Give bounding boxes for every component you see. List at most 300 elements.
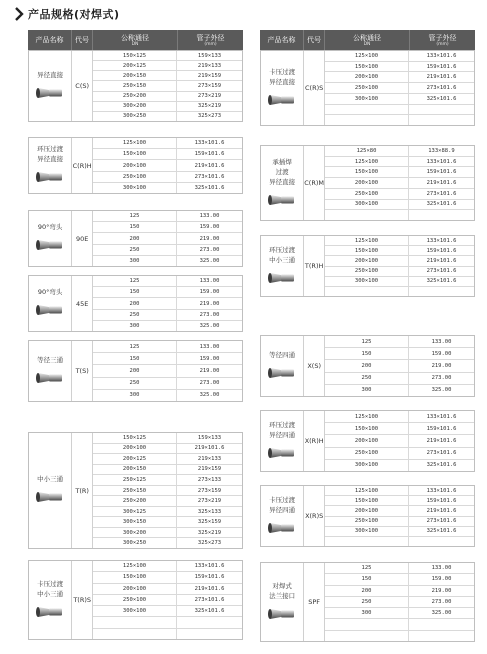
header-name-label: 产品名称 bbox=[267, 36, 296, 44]
nominal-diameter: 125×100 bbox=[93, 138, 177, 148]
press-reducer-icon bbox=[267, 90, 297, 110]
product-name: 异径直接 bbox=[37, 155, 64, 163]
spec-rows bbox=[93, 276, 242, 331]
outer-diameter: 273×101.6 bbox=[426, 518, 457, 525]
product-group bbox=[260, 562, 475, 642]
outer-diameter: 325×219 bbox=[197, 529, 222, 536]
outer-diameter: 273×101.6 bbox=[426, 450, 457, 457]
elbow-45-icon bbox=[35, 300, 65, 320]
header-dn bbox=[93, 30, 178, 50]
product-code: SPF bbox=[304, 563, 325, 641]
nominal-diameter: 300 bbox=[93, 390, 177, 401]
outer-diameter: 273.00 bbox=[199, 380, 220, 387]
header-od-label: 管子外径 bbox=[196, 33, 225, 42]
table-row bbox=[93, 606, 242, 617]
table-row bbox=[93, 233, 242, 244]
product-name-cell bbox=[261, 146, 304, 220]
table-row bbox=[325, 608, 474, 619]
table-row bbox=[325, 62, 474, 73]
table-row bbox=[325, 236, 474, 246]
nominal-diameter bbox=[325, 115, 409, 125]
nominal-diameter: 250 bbox=[93, 310, 177, 320]
outer-diameter: 219.00 bbox=[199, 368, 220, 374]
product-group bbox=[260, 145, 475, 221]
outer-diameter: 159×101.6 bbox=[426, 169, 457, 176]
table-row bbox=[93, 222, 242, 233]
nominal-diameter: 200 bbox=[93, 298, 177, 308]
spec-rows bbox=[93, 341, 242, 401]
nominal-diameter: 250 bbox=[325, 373, 409, 384]
header-dn-label: 公称通径 bbox=[353, 33, 381, 42]
nominal-diameter: 150×100 bbox=[325, 167, 409, 177]
socket-weld-reducer-icon bbox=[267, 190, 297, 210]
product-name: 等径四通 bbox=[269, 350, 296, 359]
header-od bbox=[178, 30, 243, 50]
outer-diameter: 273×159 bbox=[197, 487, 222, 494]
table-row bbox=[93, 172, 242, 183]
product-name: 90°弯头 bbox=[37, 288, 63, 296]
outer-diameter: 273.00 bbox=[431, 375, 452, 382]
table-row bbox=[325, 537, 474, 546]
nominal-diameter: 300 bbox=[325, 608, 409, 618]
table-row bbox=[93, 51, 242, 61]
nominal-diameter: 125×100 bbox=[325, 411, 409, 422]
nominal-diameter: 200×125 bbox=[93, 61, 177, 70]
outer-diameter: 325.00 bbox=[431, 387, 452, 394]
header-code-label: 代号 bbox=[307, 36, 321, 44]
reducer-straight-icon bbox=[35, 83, 65, 103]
outer-diameter: 273×219 bbox=[197, 93, 222, 100]
nominal-diameter: 300×200 bbox=[93, 528, 177, 538]
outer-diameter: 273×133 bbox=[197, 476, 222, 483]
spec-rows bbox=[93, 211, 242, 266]
nominal-diameter: 125 bbox=[325, 563, 409, 573]
table-row bbox=[325, 563, 474, 574]
nominal-diameter: 150×100 bbox=[93, 149, 177, 159]
nominal-diameter: 300×250 bbox=[93, 112, 177, 121]
outer-diameter: 133×101.6 bbox=[194, 563, 225, 570]
product-group bbox=[28, 210, 243, 267]
product-name: 中小三通 bbox=[37, 589, 64, 598]
table-row bbox=[93, 454, 242, 465]
nominal-diameter bbox=[325, 619, 409, 629]
spec-rows bbox=[325, 486, 474, 546]
product-code: C(R)M bbox=[304, 146, 325, 220]
outer-diameter: 273×101.6 bbox=[426, 190, 457, 197]
product-code: T(R)H bbox=[304, 236, 325, 296]
outer-diameter: 273.00 bbox=[199, 311, 220, 318]
nominal-diameter: 300 bbox=[325, 385, 409, 396]
product-name: 异径直接 bbox=[269, 77, 296, 86]
table-row bbox=[93, 365, 242, 377]
table-row bbox=[93, 378, 242, 390]
table-row bbox=[325, 586, 474, 597]
outer-diameter: 219.00 bbox=[431, 363, 452, 369]
nominal-diameter: 150×100 bbox=[93, 572, 177, 582]
product-name: 异径直接 bbox=[269, 177, 296, 186]
outer-diameter bbox=[409, 115, 474, 125]
outer-diameter bbox=[409, 619, 474, 629]
outer-diameter: 219×101.6 bbox=[426, 257, 457, 264]
table-row bbox=[93, 341, 242, 353]
table-row bbox=[325, 597, 474, 608]
nominal-diameter: 250×200 bbox=[93, 92, 177, 101]
table-row bbox=[93, 310, 242, 321]
outer-diameter: 159.00 bbox=[199, 355, 220, 362]
outer-diameter bbox=[409, 287, 474, 296]
header-name-label: 产品名称 bbox=[35, 36, 64, 44]
table-row bbox=[325, 336, 474, 348]
press-reducing-tee-icon bbox=[35, 602, 65, 622]
outer-diameter: 273×159 bbox=[197, 82, 222, 89]
nominal-diameter: 150×100 bbox=[325, 62, 409, 72]
product-name: 卡压过渡 bbox=[269, 67, 296, 76]
outer-diameter: 159×101.6 bbox=[194, 574, 225, 581]
header-name bbox=[28, 30, 72, 50]
product-code: X(R)H bbox=[304, 411, 325, 471]
table-row bbox=[325, 574, 474, 585]
product-group bbox=[28, 340, 243, 402]
nominal-diameter: 150×125 bbox=[93, 433, 177, 443]
table-row bbox=[325, 189, 474, 200]
table-row bbox=[93, 595, 242, 606]
table-row bbox=[325, 277, 474, 287]
outer-diameter: 159×133 bbox=[197, 52, 222, 59]
outer-diameter: 133.00 bbox=[199, 278, 220, 285]
outer-diameter: 325×219 bbox=[197, 103, 222, 110]
table-row bbox=[325, 496, 474, 506]
outer-diameter: 325×101.6 bbox=[194, 608, 225, 615]
nominal-diameter: 125 bbox=[93, 276, 177, 286]
outer-diameter: 273×101.6 bbox=[194, 173, 225, 180]
nominal-diameter: 125 bbox=[93, 341, 177, 352]
outer-diameter: 133×101.6 bbox=[426, 487, 457, 494]
outer-diameter: 219×101.6 bbox=[426, 74, 457, 81]
header-code-label: 代号 bbox=[75, 36, 89, 44]
nominal-diameter: 300×250 bbox=[93, 538, 177, 548]
table-row bbox=[93, 245, 242, 256]
table-row bbox=[93, 528, 242, 539]
outer-diameter: 273.00 bbox=[431, 598, 452, 605]
product-name: 异径四通 bbox=[269, 505, 296, 514]
table-row bbox=[325, 287, 474, 296]
outer-diameter: 133×88.9 bbox=[428, 147, 455, 154]
header-code bbox=[304, 30, 325, 50]
header-dn-label: 公称通径 bbox=[121, 33, 149, 42]
outer-diameter: 159.00 bbox=[199, 289, 220, 296]
nominal-diameter: 300×100 bbox=[325, 527, 409, 536]
flange-adapter-icon bbox=[267, 604, 297, 624]
nominal-diameter: 200×100 bbox=[93, 160, 177, 170]
equal-tee-icon bbox=[35, 368, 65, 388]
nominal-diameter: 200×100 bbox=[325, 506, 409, 515]
table-row bbox=[325, 51, 474, 62]
nominal-diameter: 150 bbox=[93, 353, 177, 364]
table-row bbox=[93, 61, 242, 71]
table-row bbox=[325, 246, 474, 256]
nominal-diameter bbox=[325, 210, 409, 220]
outer-diameter: 219×101.6 bbox=[426, 180, 457, 187]
product-name-cell bbox=[261, 236, 304, 296]
table-row bbox=[93, 211, 242, 222]
outer-diameter: 273.00 bbox=[199, 246, 220, 253]
product-code: T(R) bbox=[72, 433, 93, 548]
nominal-diameter: 300×100 bbox=[325, 200, 409, 210]
outer-diameter: 159.00 bbox=[431, 350, 452, 357]
product-code: C(S) bbox=[72, 51, 93, 121]
table-row bbox=[325, 631, 474, 641]
nominal-diameter: 250×100 bbox=[325, 83, 409, 93]
table-row bbox=[325, 94, 474, 105]
outer-diameter: 325×273 bbox=[197, 540, 222, 547]
outer-diameter: 219.00 bbox=[431, 587, 452, 594]
outer-diameter bbox=[409, 210, 474, 220]
table-row bbox=[325, 373, 474, 385]
outer-diameter: 219×159 bbox=[197, 72, 222, 79]
table-row bbox=[93, 390, 242, 401]
outer-diameter: 325×101.6 bbox=[426, 528, 457, 535]
nominal-diameter: 125 bbox=[325, 336, 409, 347]
nominal-diameter: 250×100 bbox=[325, 448, 409, 459]
table-row bbox=[93, 486, 242, 497]
header-od-sub: (mm) bbox=[436, 41, 449, 47]
table-row bbox=[93, 71, 242, 81]
table-row bbox=[93, 517, 242, 528]
outer-diameter bbox=[177, 617, 242, 627]
table-row bbox=[325, 146, 474, 157]
nominal-diameter: 250×100 bbox=[93, 172, 177, 182]
outer-diameter: 325×101.6 bbox=[426, 95, 457, 102]
product-name: 卡压过渡 bbox=[37, 579, 64, 588]
table-row bbox=[325, 167, 474, 178]
nominal-diameter: 300×150 bbox=[93, 517, 177, 527]
spec-rows bbox=[93, 433, 242, 548]
nominal-diameter: 200×150 bbox=[93, 465, 177, 475]
header-dn-sub: DN bbox=[131, 41, 139, 47]
outer-diameter bbox=[409, 105, 474, 115]
header-dn-sub: DN bbox=[363, 41, 371, 47]
table-row bbox=[325, 619, 474, 630]
table-row bbox=[93, 298, 242, 309]
nominal-diameter: 200 bbox=[325, 360, 409, 371]
outer-diameter: 159×133 bbox=[197, 434, 222, 441]
nominal-diameter: 300×100 bbox=[325, 460, 409, 471]
product-name: 环压过渡 bbox=[269, 420, 296, 429]
outer-diameter: 219×101.6 bbox=[194, 162, 225, 169]
nominal-diameter: 125×80 bbox=[325, 146, 409, 156]
nominal-diameter: 300×200 bbox=[93, 102, 177, 111]
table-row bbox=[93, 507, 242, 518]
table-row bbox=[93, 321, 242, 331]
nominal-diameter: 150×100 bbox=[325, 423, 409, 434]
nominal-diameter: 200×100 bbox=[325, 256, 409, 265]
equal-cross-icon bbox=[267, 363, 297, 383]
outer-diameter: 273×219 bbox=[197, 498, 222, 505]
product-name: 对焊式 bbox=[272, 581, 292, 590]
product-group bbox=[28, 50, 243, 122]
nominal-diameter: 250×150 bbox=[93, 486, 177, 496]
product-group bbox=[28, 560, 243, 640]
table-row bbox=[325, 448, 474, 460]
outer-diameter: 133×101.6 bbox=[194, 140, 225, 147]
product-name-cell bbox=[29, 561, 72, 639]
outer-diameter: 219×159 bbox=[197, 466, 222, 473]
ring-press-tee-icon bbox=[267, 268, 297, 288]
outer-diameter: 219.00 bbox=[199, 235, 220, 242]
table-row bbox=[93, 353, 242, 365]
outer-diameter: 159×101.6 bbox=[426, 425, 457, 432]
nominal-diameter: 300×100 bbox=[325, 94, 409, 104]
table-row bbox=[325, 360, 474, 372]
product-group bbox=[260, 410, 475, 472]
table-row bbox=[93, 475, 242, 486]
product-name: 环压过渡 bbox=[37, 145, 64, 153]
table-row bbox=[325, 105, 474, 116]
header-od-sub: (mm) bbox=[204, 41, 217, 47]
table-row bbox=[325, 72, 474, 83]
nominal-diameter: 250×100 bbox=[325, 517, 409, 526]
nominal-diameter: 150×125 bbox=[93, 51, 177, 60]
nominal-diameter bbox=[93, 617, 177, 627]
spec-rows bbox=[325, 563, 474, 641]
table-row bbox=[325, 517, 474, 527]
nominal-diameter: 200×100 bbox=[93, 444, 177, 454]
nominal-diameter: 250×150 bbox=[93, 81, 177, 90]
table-row bbox=[93, 112, 242, 121]
outer-diameter: 133.00 bbox=[199, 213, 220, 220]
table-row bbox=[325, 157, 474, 168]
outer-diameter: 159×101.6 bbox=[426, 497, 457, 504]
outer-diameter bbox=[409, 537, 474, 546]
product-name: 90°弯头 bbox=[37, 223, 63, 231]
table-row bbox=[93, 183, 242, 193]
table-row bbox=[325, 385, 474, 396]
table-row bbox=[325, 348, 474, 360]
outer-diameter: 219.00 bbox=[199, 300, 220, 307]
nominal-diameter: 200×100 bbox=[325, 435, 409, 446]
product-name-cell bbox=[261, 336, 304, 396]
outer-diameter: 325.00 bbox=[199, 257, 220, 264]
table-row bbox=[93, 465, 242, 476]
page-title: 产品规格(对焊式) bbox=[28, 8, 120, 21]
table-row bbox=[93, 92, 242, 102]
spec-rows bbox=[325, 51, 474, 125]
nominal-diameter: 150 bbox=[325, 574, 409, 584]
nominal-diameter: 250×100 bbox=[325, 267, 409, 276]
nominal-diameter: 150×100 bbox=[325, 246, 409, 255]
nominal-diameter: 200 bbox=[93, 365, 177, 376]
table-row bbox=[93, 584, 242, 595]
outer-diameter: 273×101.6 bbox=[426, 85, 457, 92]
nominal-diameter: 250 bbox=[93, 378, 177, 389]
table-row bbox=[93, 149, 242, 160]
outer-diameter: 159×101.6 bbox=[194, 151, 225, 158]
outer-diameter bbox=[177, 629, 242, 639]
product-code: 45E bbox=[72, 276, 93, 331]
table-row bbox=[325, 486, 474, 496]
outer-diameter: 133.00 bbox=[431, 338, 452, 345]
product-name: 异径四通 bbox=[269, 430, 296, 439]
header-name bbox=[260, 30, 304, 50]
outer-diameter: 325×101.6 bbox=[194, 184, 225, 191]
nominal-diameter: 125×100 bbox=[325, 157, 409, 167]
nominal-diameter: 125×100 bbox=[325, 236, 409, 245]
outer-diameter: 325×101.6 bbox=[426, 278, 457, 285]
outer-diameter: 159×101.6 bbox=[426, 247, 457, 254]
nominal-diameter: 250×200 bbox=[93, 496, 177, 506]
table-row bbox=[93, 496, 242, 507]
chevron-right-icon bbox=[14, 7, 24, 21]
nominal-diameter: 200×150 bbox=[93, 71, 177, 80]
outer-diameter: 325.00 bbox=[199, 392, 220, 399]
header-od bbox=[410, 30, 475, 50]
product-name-cell bbox=[261, 51, 304, 125]
nominal-diameter: 150×100 bbox=[325, 496, 409, 505]
product-name: 过渡 bbox=[275, 167, 289, 176]
table-row bbox=[325, 267, 474, 277]
nominal-diameter: 250×100 bbox=[325, 189, 409, 199]
outer-diameter: 133×101.6 bbox=[426, 52, 457, 59]
table-row bbox=[93, 160, 242, 171]
table-row bbox=[93, 572, 242, 583]
product-name-cell bbox=[29, 211, 72, 266]
product-code: X(R)S bbox=[304, 486, 325, 546]
outer-diameter: 133.00 bbox=[431, 565, 452, 572]
table-row bbox=[93, 287, 242, 298]
outer-diameter bbox=[409, 631, 474, 641]
table-row bbox=[93, 81, 242, 91]
product-name: 异径直接 bbox=[37, 70, 64, 79]
header-code bbox=[72, 30, 93, 50]
product-group bbox=[28, 275, 243, 332]
spec-rows bbox=[93, 561, 242, 639]
nominal-diameter: 250 bbox=[325, 597, 409, 607]
product-group bbox=[260, 335, 475, 397]
table-row bbox=[325, 423, 474, 435]
outer-diameter: 219×101.6 bbox=[426, 438, 457, 444]
product-name-cell bbox=[29, 138, 72, 193]
outer-diameter: 325×159 bbox=[197, 519, 222, 526]
product-name-cell bbox=[29, 276, 72, 331]
product-code: T(S) bbox=[72, 341, 93, 401]
table-row bbox=[325, 178, 474, 189]
product-name: 法兰接口 bbox=[269, 591, 296, 600]
nominal-diameter: 250×125 bbox=[93, 475, 177, 485]
elbow-90-icon bbox=[35, 235, 65, 255]
outer-diameter: 159.00 bbox=[199, 224, 220, 231]
table-row bbox=[93, 538, 242, 548]
press-reducing-cross-icon bbox=[267, 518, 297, 538]
nominal-diameter: 125×100 bbox=[325, 51, 409, 61]
table-row bbox=[93, 629, 242, 639]
table-row bbox=[325, 115, 474, 125]
outer-diameter: 159×101.6 bbox=[426, 63, 457, 70]
reducing-tee-icon bbox=[35, 487, 65, 507]
product-code: 90E bbox=[72, 211, 93, 266]
product-code: C(R)S bbox=[304, 51, 325, 125]
product-name-cell bbox=[29, 51, 72, 121]
table-row bbox=[325, 83, 474, 94]
table-row bbox=[325, 256, 474, 266]
outer-diameter: 325×273 bbox=[197, 113, 222, 120]
product-group bbox=[28, 432, 243, 549]
table-row bbox=[93, 276, 242, 287]
product-name-cell bbox=[261, 411, 304, 471]
outer-diameter: 325×101.6 bbox=[426, 201, 457, 208]
product-group bbox=[260, 50, 475, 126]
nominal-diameter: 125 bbox=[93, 211, 177, 221]
spec-rows bbox=[325, 336, 474, 396]
